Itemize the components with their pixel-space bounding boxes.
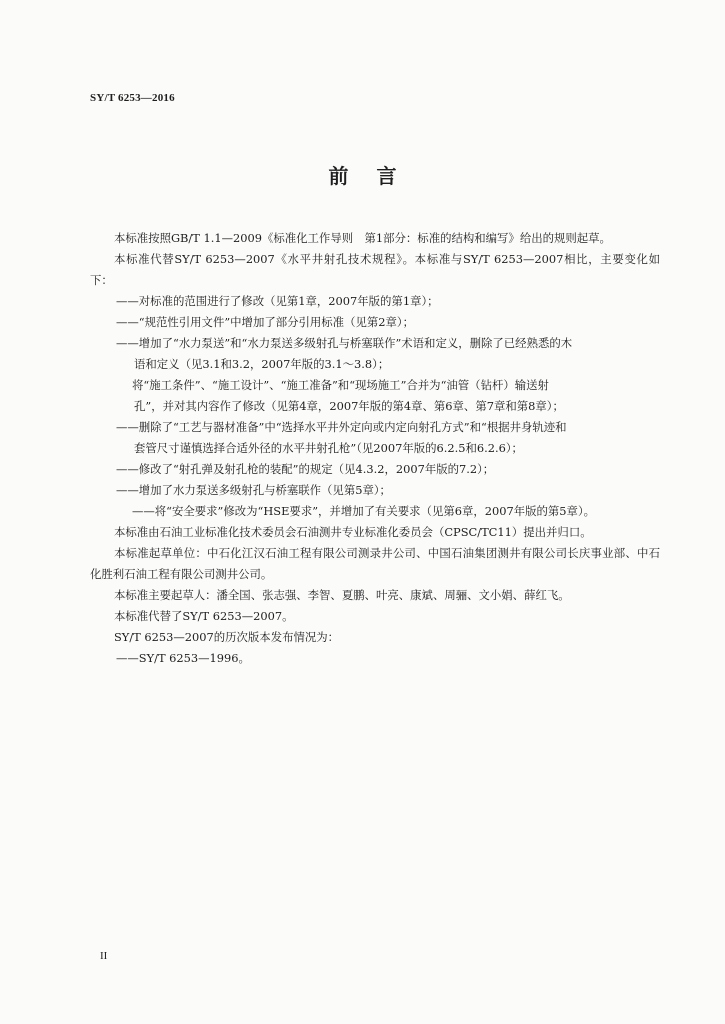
change-item-delete: ——删除了“工艺与器材准备”中“选择水平井外定向或内定向射孔方式”和“根据井身轨迹和 <box>116 420 567 434</box>
paragraph-drafting-rules: 本标准按照GB/T 1.1—2009《标准化工作导则 第1部分：标准的结构和编写》给出的规则起草。 <box>114 231 611 245</box>
change-item-merge: 将“施工条件”、“施工设计”、“施工准备”和“现场施工”合并为“油管（钻杆）输送射 <box>132 378 549 392</box>
change-item-scope: ——对标准的范围进行了修改（见第1章，2007年版的第1章）； <box>116 294 439 308</box>
document-code: SY/T 6253—2016 <box>90 92 175 104</box>
change-item-terms-cont: 语和定义（见3.1和3.2，2007年版的3.1～3.8）； <box>134 357 390 371</box>
change-item-merge-cont: 孔”，并对其内容作了修改（见第4章，2007年版的第4章、第6章、第7章和第8章）； <box>134 399 564 413</box>
paragraph-replaces: 本标准代替了SY/T 6253—2007。 <box>114 609 294 623</box>
foreword-body <box>90 228 660 669</box>
paragraph-history-intro: SY/T 6253—2007的历次版本发布情况为： <box>114 630 340 644</box>
history-item: ——SY/T 6253—1996。 <box>116 651 250 665</box>
change-item-references: ——“规范性引用文件”中增加了部分引用标准（见第2章）； <box>116 315 414 329</box>
change-item-delete-cont: 套管尺寸谨慎选择合适外径的水平井射孔枪”（见2007年版的6.2.5和6.2.6）； <box>134 441 523 455</box>
paragraph-drafting-units: 本标准起草单位：中石化江汉石油工程有限公司测录井公司、中国石油集团测井有限公司长庆事业部、中石化胜利石油工程有限公司测井公司。 <box>90 546 660 581</box>
change-item-assembly: ——修改了“射孔弹及射孔枪的装配”的规定（见4.3.2，2007年版的7.2）； <box>116 462 495 476</box>
change-item-hydraulic: ——增加了水力泵送多级射孔与桥塞联作（见第5章）； <box>116 483 391 497</box>
paragraph-drafters: 本标准主要起草人：潘全国、张志强、李智、夏鹏、叶亮、康斌、周骊、文小娟、薛红飞。 <box>114 588 570 602</box>
paragraph-replacement: 本标准代替SY/T 6253—2007《水平井射孔技术规程》。本标准与SY/T 6253—2007相比，主要变化如下： <box>90 252 660 287</box>
change-item-terms: ——增加了“水力泵送”和“水力泵送多级射孔与桥塞联作”术语和定义，删除了已经熟悉的木 <box>116 336 573 350</box>
page-title: 前言 <box>328 164 425 188</box>
paragraph-proposer: 本标准由石油工业标准化技术委员会石油测井专业标准化委员会（CPSC/TC11）提出并归口。 <box>114 525 592 539</box>
page-number: II <box>100 950 108 962</box>
change-item-hse: ——将“安全要求”修改为“HSE要求”，并增加了有关要求（见第6章，2007年版的第5章）。 <box>132 504 596 518</box>
